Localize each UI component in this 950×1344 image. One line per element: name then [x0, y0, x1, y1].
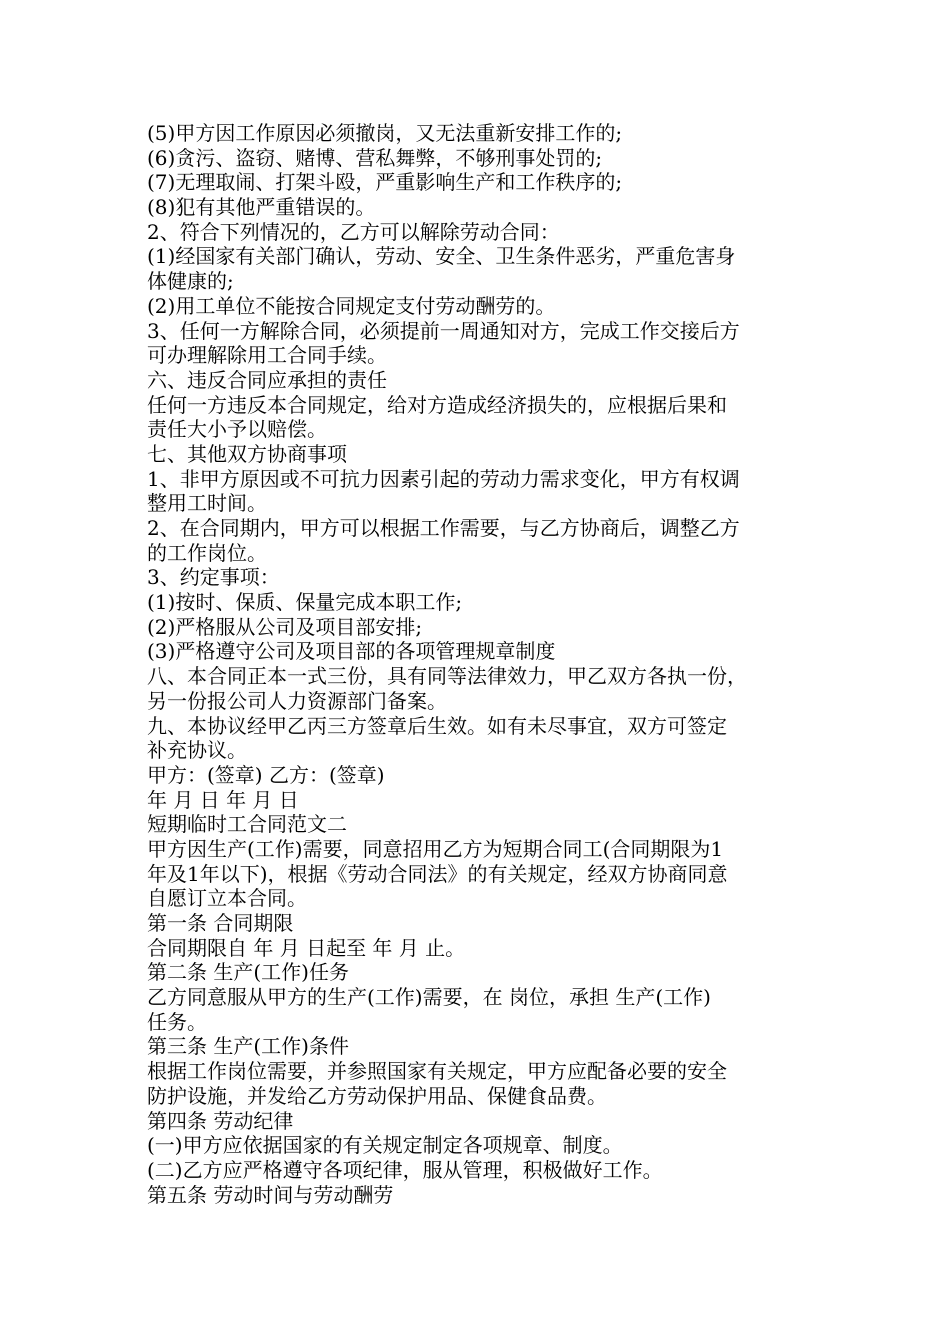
section-heading: 六、违反合同应承担的责任	[147, 367, 387, 392]
text-line: 自愿订立本合同。	[147, 886, 307, 911]
text-line: (3)严格遵守公司及项目部的各项管理规章制度	[147, 639, 556, 664]
text-line: 3、任何一方解除合同，必须提前一周通知对方，完成工作交接后方	[147, 318, 740, 343]
text-line: (1)按时、保质、保量完成本职工作;	[147, 590, 463, 615]
text-line: (一)甲方应依据国家的有关规定制定各项规章、制度。	[147, 1133, 623, 1158]
document-subtitle: 短期临时工合同范文二	[147, 812, 347, 837]
article-heading: 第五条 劳动时间与劳动酬劳	[147, 1182, 394, 1207]
text-line: 年及1年以下)，根据《劳动合同法》的有关规定，经双方协商同意	[147, 861, 728, 886]
text-line: 八、本合同正本一式三份，具有同等法律效力，甲乙双方各执一份，	[147, 664, 747, 689]
text-line: 乙方同意服从甲方的生产(工作)需要，在 岗位，承担 生产(工作)	[147, 985, 711, 1010]
text-line: (7)无理取闹、打架斗殴，严重影响生产和工作秩序的;	[147, 170, 623, 195]
text-line: 另一份报公司人力资源部门备案。	[147, 688, 447, 713]
text-line: (2)严格服从公司及项目部安排;	[147, 614, 423, 639]
text-line: 补充协议。	[147, 738, 247, 763]
text-line: 可办理解除用工合同手续。	[147, 343, 387, 368]
text-line: 2、在合同期内，甲方可以根据工作需要，与乙方协商后，调整乙方	[147, 516, 740, 540]
text-line: 责任大小予以赔偿。	[147, 417, 327, 442]
text-line: 整用工时间。	[147, 491, 267, 516]
text-line: 合同期限自 年 月 日起至 年 月 止。	[147, 935, 466, 960]
text-line: (6)贪污、盗窃、赌博、营私舞弊，不够刑事处罚的;	[147, 145, 603, 170]
document-body	[147, 121, 817, 1207]
text-line: 任务。	[147, 1009, 207, 1034]
article-heading: 第二条 生产(工作)任务	[147, 960, 349, 985]
text-line: 1、非甲方原因或不可抗力因素引起的劳动力需求变化，甲方有权调	[147, 466, 740, 491]
section-heading: 七、其他双方协商事项	[147, 441, 347, 466]
text-line: (1)经国家有关部门确认，劳动、安全、卫生条件恶劣，严重危害身	[147, 244, 736, 269]
text-line: 的工作岗位。	[147, 540, 267, 565]
text-line: 甲方因生产(工作)需要，同意招用乙方为短期合同工(合同期限为1	[147, 836, 724, 861]
article-heading: 第四条 劳动纪律	[147, 1108, 294, 1133]
text-line: 体健康的;	[147, 269, 234, 294]
article-heading: 第三条 生产(工作)条件	[147, 1034, 349, 1059]
date-line: 年 月 日 年 月 日	[147, 787, 299, 812]
signature-line: 甲方：(签章) 乙方：(签章)	[147, 762, 385, 787]
text-line: 任何一方违反本合同规定，给对方造成经济损失的，应根据后果和	[147, 392, 727, 417]
text-line: (2)用工单位不能按合同规定支付劳动酬劳的。	[147, 293, 556, 318]
text-line: (5)甲方因工作原因必须撤岗，又无法重新安排工作的;	[147, 121, 623, 145]
text-line: 九、本协议经甲乙丙三方签章后生效。如有未尽事宜，双方可签定	[147, 713, 727, 738]
text-line: (二)乙方应严格遵守各项纪律，服从管理，积极做好工作。	[147, 1157, 663, 1182]
text-line: 2、符合下列情况的，乙方可以解除劳动合同：	[147, 219, 560, 244]
text-line: 3、约定事项：	[147, 565, 280, 590]
text-line: (8)犯有其他严重错误的。	[147, 195, 376, 220]
article-heading: 第一条 合同期限	[147, 911, 294, 935]
text-line: 防护设施，并发给乙方劳动保护用品、保健食品费。	[147, 1083, 607, 1108]
text-line: 根据工作岗位需要，并参照国家有关规定，甲方应配备必要的安全	[147, 1059, 727, 1084]
